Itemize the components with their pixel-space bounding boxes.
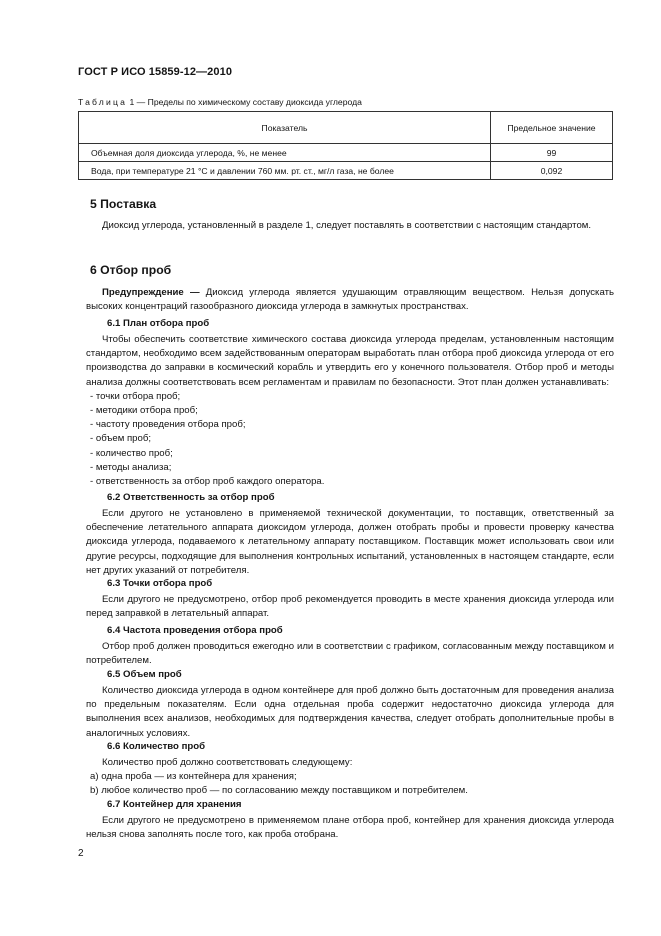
section-6-1-body	[86, 333, 614, 489]
section-6-7-body	[86, 814, 614, 842]
column-header-limit: Предельное значение	[491, 112, 613, 144]
section-6-3-title: 6.3 Точки отбора проб	[107, 578, 213, 589]
section-6-7-title: 6.7 Контейнер для хранения	[107, 799, 242, 810]
page-number: 2	[78, 848, 84, 859]
section-6-4-title: 6.4 Частота проведения отбора проб	[107, 625, 283, 636]
section-6-5-body	[86, 684, 614, 741]
list-item: - количество проб;	[90, 447, 173, 459]
list-item: - методы анализа;	[90, 461, 172, 473]
section-5-paragraph: Диоксид углерода, установленный в разделе 1, следует поставлять в соответствии с настоящим стандартом.	[102, 220, 592, 231]
warning-paragraph	[86, 286, 614, 314]
list-item: - частоту проведения отбора проб;	[90, 419, 246, 431]
section-6-3-paragraph: Если другого не предусмотрено, отбор проб рекомендуется проводить в месте хранения диоксида углерода или перед заправкой в летательный аппарат.	[86, 594, 614, 620]
section-6-6-title: 6.6 Количество проб	[107, 741, 206, 752]
section-6-6-paragraph: Количество проб должно соответствовать следующему:	[102, 757, 353, 768]
chemical-limits-table	[78, 111, 613, 180]
table-row	[79, 162, 613, 180]
section-6-1-paragraph: Чтобы обеспечить соответствие химического состава диоксида углерода пределам, установленным настоящим стандартом, необходимо всем задействованным операторам выработать план отбора проб диоксида углерода от его производства до заправки в космический корабль и утвердить его у конечного пользователя. Отбор проб и методы анализа должны соответствовать всем регламентам и правилам по безопасности. Этот план должен устанавливать:	[86, 334, 614, 388]
list-item: - объем проб;	[90, 433, 151, 445]
section-6-5-title: 6.5 Объем проб	[107, 669, 182, 680]
section-6-2-paragraph: Если другого не установлено в применяемой технической документации, то поставщик, ответственный за обеспечение летательного аппарата диоксидом углерода, должен отобрать пробы и провести проверку качества диоксида углерода, подаваемого к летательному аппарату поставщиком. Поставщик может использовать свои или другие ресурсы, подходящие для выполнения контрольных испытаний, установленных в настоящем стандарте, если нет других указаний от потребителя.	[86, 508, 614, 576]
warning-text: Диоксид углерода является удушающим отравляющим веществом. Нельзя допускать высоких концентраций газообразного диоксида углерода в замкнутых пространствах.	[86, 287, 614, 313]
table-cell-indicator: Вода, при температуре 21 °С и давлении 760 мм. рт. ст., мг/л газа, не более	[79, 162, 491, 180]
list-item: - ответственность за отбор проб каждого оператора.	[90, 476, 325, 488]
section-5-body	[86, 219, 614, 233]
section-6-3-body	[86, 593, 614, 621]
list-item: b) любое количество проб — по согласованию между поставщиком и потребителем.	[90, 785, 468, 797]
section-6-2-body	[86, 507, 614, 578]
table-cell-limit: 0,092	[491, 162, 613, 180]
list-item: а) одна проба — из контейнера для хранения;	[90, 771, 297, 783]
table-cell-limit: 99	[491, 144, 613, 162]
table-row	[79, 144, 613, 162]
table-header-row	[79, 112, 613, 144]
table-caption-text: 1 — Пределы по химическому составу диоксида углерода	[127, 97, 362, 107]
list-item: - методики отбора проб;	[90, 405, 198, 417]
section-5-title: 5 Поставка	[90, 197, 157, 211]
column-header-indicator: Показатель	[79, 112, 491, 144]
table-caption	[78, 97, 362, 107]
section-6-2-title: 6.2 Ответственность за отбор проб	[107, 492, 275, 503]
warning-label: Предупреждение —	[102, 287, 200, 298]
section-6-5-paragraph: Количество диоксида углерода в одном контейнере для проб должно быть достаточным для проведения анализа по предельным показателям. Если одна отдельная проба содержит недостаточно диоксида углерода для выполнения всех анализов, необходимых для подтверждения качества, следует отобрать дополнительные пробы в аналогичных условиях.	[86, 685, 614, 739]
table-caption-prefix: Таблица	[78, 97, 128, 107]
document-code-header: ГОСТ Р ИСО 15859-12—2010	[78, 66, 233, 78]
section-6-1-title: 6.1 План отбора проб	[107, 318, 210, 329]
section-6-4-body	[86, 640, 614, 668]
section-6-4-paragraph: Отбор проб должен проводиться ежегодно или в соответствии с графиком, согласованным между поставщиком и потребителем.	[86, 641, 614, 667]
list-item: - точки отбора проб;	[90, 390, 181, 402]
section-6-6-body	[86, 756, 614, 799]
section-6-7-paragraph: Если другого не предусмотрено в применяемом плане отбора проб, контейнер для хранения диоксида углерода нельзя снова заполнять после того, как проба отобрана.	[86, 815, 614, 841]
table-cell-indicator: Объемная доля диоксида углерода, %, не менее	[79, 144, 491, 162]
section-6-title: 6 Отбор проб	[90, 263, 172, 277]
